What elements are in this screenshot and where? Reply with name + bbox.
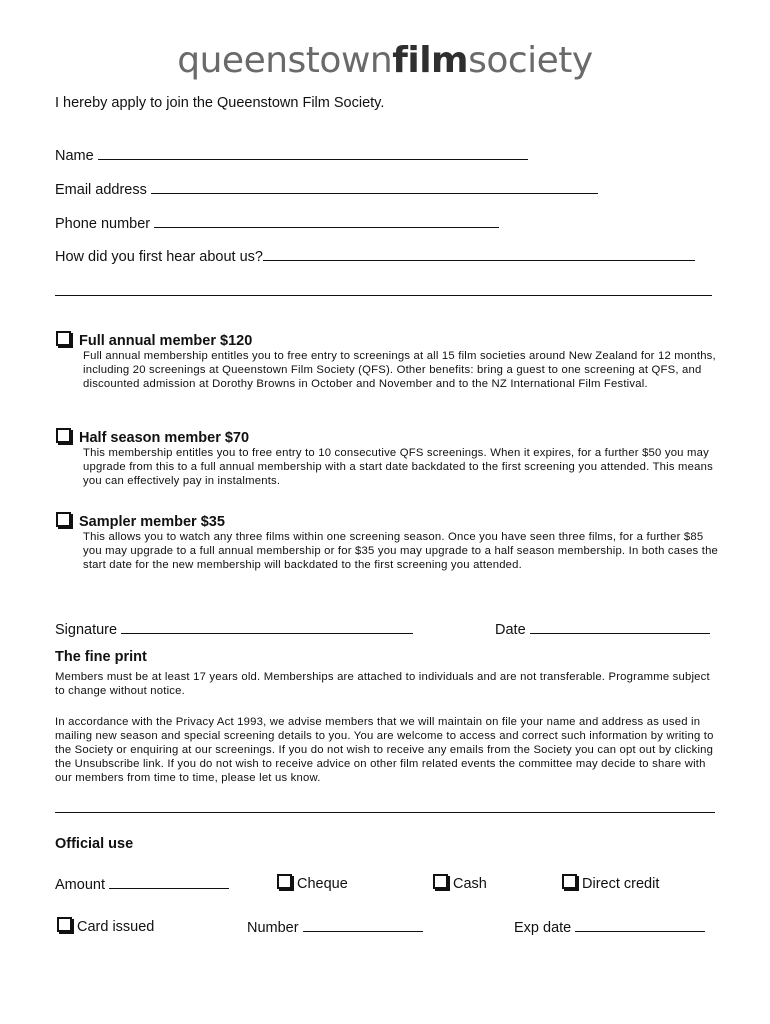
phone-field[interactable] <box>55 213 499 232</box>
number-field[interactable] <box>247 917 423 936</box>
exp-date-field[interactable] <box>514 917 705 936</box>
direct-credit-option[interactable] <box>562 874 659 892</box>
divider <box>55 812 715 813</box>
half-season-checkbox[interactable] <box>56 428 71 443</box>
name-input-line[interactable] <box>98 145 528 160</box>
name-label: Name <box>55 148 94 164</box>
phone-label: Phone number <box>55 216 151 232</box>
cheque-label: Cheque <box>297 876 348 892</box>
hear-input-line[interactable] <box>263 246 695 261</box>
email-field[interactable] <box>55 179 598 198</box>
amount-field[interactable] <box>55 874 229 893</box>
society-logo <box>0 40 770 81</box>
card-issued-checkbox[interactable] <box>57 917 72 932</box>
amount-input-line[interactable] <box>109 874 229 889</box>
card-issued-label: Card issued <box>77 919 155 935</box>
direct-credit-checkbox[interactable] <box>562 874 577 889</box>
amount-label: Amount <box>55 877 105 893</box>
date-field[interactable] <box>495 619 710 638</box>
signature-input-line[interactable] <box>121 619 413 634</box>
logo-part-queenstown: queenstown <box>177 40 393 81</box>
fine-print-heading: The fine print <box>55 649 147 665</box>
full-annual-checkbox[interactable] <box>56 331 71 346</box>
cash-checkbox[interactable] <box>433 874 448 889</box>
direct-credit-label: Direct credit <box>582 876 660 892</box>
half-season-description: This membership entitles you to free entry to 10 consecutive QFS screenings. When it expires, for a further $50 you may upgrade from this to a full annual membership with a start date backdated to the first screening you attended. This means you can effectively pay in instalments. <box>83 447 713 487</box>
signature-field[interactable] <box>55 619 413 638</box>
number-label: Number <box>247 920 299 936</box>
fine-print-para1: Members must be at least 17 years old. Memberships are attached to individuals and are not transferable. Programme subject to change without notice. <box>55 671 710 697</box>
date-label: Date <box>495 622 526 638</box>
exp-date-label: Exp date <box>514 920 572 936</box>
membership-half-season[interactable] <box>56 428 249 446</box>
exp-date-input-line[interactable] <box>575 917 705 932</box>
hear-extra-line[interactable] <box>55 295 712 296</box>
date-input-line[interactable] <box>530 619 710 634</box>
phone-input-line[interactable] <box>154 213 499 228</box>
hear-label: How did you first hear about us? <box>55 249 263 265</box>
number-input-line[interactable] <box>303 917 423 932</box>
fine-print-para2: In accordance with the Privacy Act 1993, we advise members that we will maintain on file your name and address as used in mailing new season and special screening details to you. You are welcome to access and correct such information by writing to the Society or enquiring at our screenings. If you do not wish to receive any emails from the Society you can opt out by clicking the Unsubscribe link. If you do not wish to receive advice on other film related events the committee may decide to share with our members from time to time, please let us know. <box>55 716 714 784</box>
email-input-line[interactable] <box>151 179 598 194</box>
cheque-checkbox[interactable] <box>277 874 292 889</box>
logo-part-society: society <box>468 40 593 81</box>
full-annual-title: Full annual member $120 <box>79 333 253 349</box>
sampler-description: This allows you to watch any three films within one screening season. Once you have seen three films, for a further $85 you may upgrade to a full annual membership or for $35 you may upgrade to a half season membership. In both cases the start date for the new membership will backdated to the first screening you attended. <box>83 531 719 571</box>
logo-part-film: film <box>392 40 469 81</box>
cheque-option[interactable] <box>277 874 348 892</box>
sampler-checkbox[interactable] <box>56 512 71 527</box>
cash-label: Cash <box>453 876 487 892</box>
name-field[interactable] <box>55 145 528 164</box>
half-season-title: Half season member $70 <box>79 430 250 446</box>
cash-option[interactable] <box>433 874 487 892</box>
sampler-title: Sampler member $35 <box>79 514 225 530</box>
card-issued-option[interactable] <box>57 917 154 935</box>
membership-sampler[interactable] <box>56 512 225 530</box>
intro-text: I hereby apply to join the Queenstown Film Society. <box>55 95 385 111</box>
signature-label: Signature <box>55 622 118 638</box>
membership-full-annual[interactable] <box>56 331 252 349</box>
email-label: Email address <box>55 182 147 198</box>
hear-field[interactable] <box>55 246 695 265</box>
official-use-heading: Official use <box>55 836 134 852</box>
full-annual-description: Full annual membership entitles you to free entry to screenings at all 15 film societies around New Zealand for 12 months, including 20 screenings at Queenstown Film Society (QFS). Other benefits: bring a guest to one screening at QFS, and discounted admission at Dorothy Browns in October and November and to the NZ International Film Festival. <box>83 350 716 390</box>
